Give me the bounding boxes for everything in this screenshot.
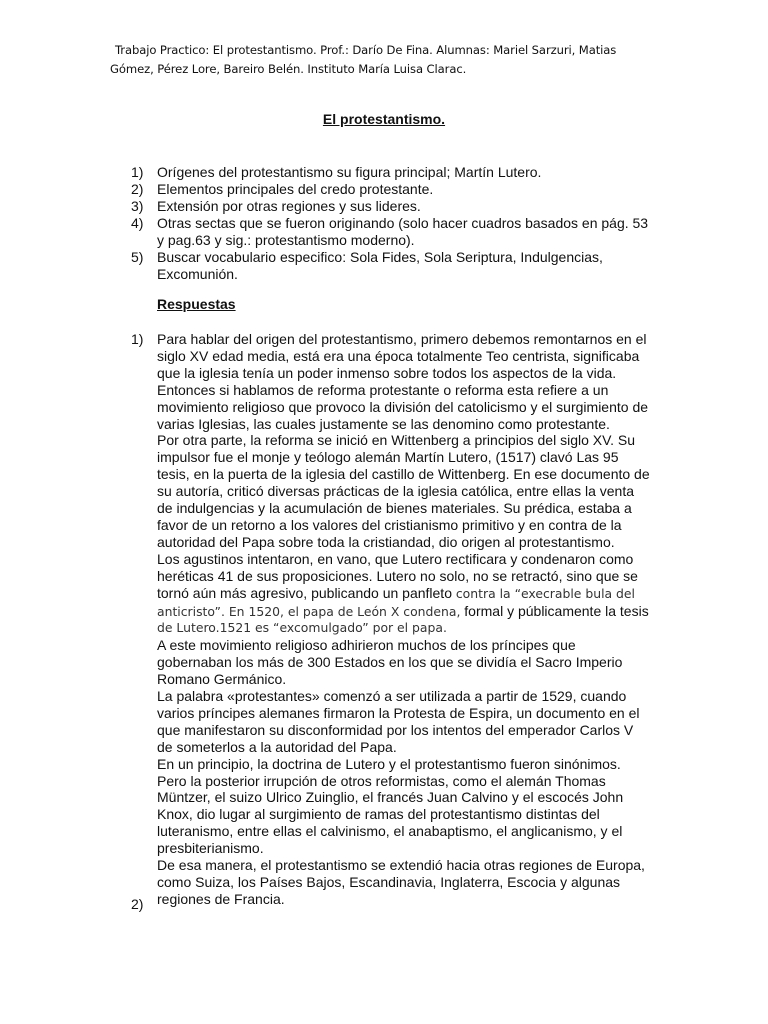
- answer-line: heréticas 41 de sus proposiciones. Lutero no solo, no se retractó, sino que se: [157, 567, 638, 584]
- header-line-1: Trabajo Practico: El protestantismo. Prof.: Darío De Fina. Alumnas: Mariel Sarzuri, Matias: [115, 43, 617, 57]
- answer-line: Romano Germánico.: [157, 671, 287, 688]
- answer-line: gobernaban los más de 300 Estados en los que se dividía el Sacro Imperio: [157, 654, 623, 671]
- answer-line: autoridad del Papa sobre toda la cristiandad, dio origen al protestantismo.: [157, 533, 615, 550]
- answer-line: de indulgencias y la acumulación de bienes materiales. Su prédica, estaba a: [157, 500, 632, 517]
- document-header: [110, 41, 670, 79]
- answer-line: Entonces si hablamos de reforma protestante o reforma esta refiere a un: [157, 381, 609, 398]
- answer-line: favor de un retorno a los valores del cristianismo primitivo y en contra de la: [157, 516, 622, 533]
- question-number: 5): [131, 249, 144, 265]
- question-number: 4): [131, 215, 144, 231]
- answer-line: Pero la posterior irrupción de otros reformistas, como el alemán Thomas: [157, 772, 606, 789]
- question-number: 2): [131, 181, 144, 197]
- respuestas-heading: Respuestas: [157, 296, 236, 312]
- answer-1: [131, 331, 687, 908]
- answer-line: movimiento religioso que provoco la división del catolicismo y el surgimiento de: [157, 398, 649, 415]
- answer-quote-text: anticristo”. En 1520, el papa de León X condena,: [157, 603, 461, 619]
- question-item: [131, 198, 661, 215]
- question-text: Orígenes del protestantismo su figura principal; Martín Lutero.: [157, 164, 542, 180]
- answer-line: varios príncipes alemanes firmaron la Protesta de Espira, un documento en el: [157, 704, 640, 721]
- question-number: 1): [131, 164, 144, 180]
- question-text: Excomunión.: [157, 266, 238, 282]
- answer-line: Knox, dio lugar al surgimiento de ramas del protestantismo distintas del: [157, 806, 600, 823]
- question-item: [131, 249, 661, 283]
- answer-line: tesis, en la puerta de la iglesia del castillo de Wittenberg. En ese documento de: [157, 466, 650, 483]
- answer-line: Para hablar del origen del protestantismo, primero debemos remontarnos en el: [157, 331, 647, 347]
- answer-line: como Suiza, los Países Bajos, Escandinavia, Inglaterra, Escocia y algunas: [157, 874, 621, 890]
- question-text: Otras sectas que se fueron originando (solo hacer cuadros basados en pág. 53: [157, 215, 649, 231]
- answer-line: que la iglesia tenía un poder inmenso sobre todos los aspectos de la vida.: [157, 364, 617, 381]
- answer-2-number: 2): [131, 896, 144, 912]
- answer-line: La palabra «protestantes» comenzó a ser utilizada a partir de 1529, cuando: [157, 688, 627, 705]
- answer-line: impulsor fue el monje y teólogo alemán Martín Lutero, (1517) clavó Las 95: [157, 449, 619, 466]
- question-item: [131, 164, 661, 181]
- answer-line: Müntzer, el suizo Ulrico Zuinglio, el francés Juan Calvino y el escocés John: [157, 789, 624, 806]
- question-text: Extensión por otras regiones y sus lideres.: [157, 198, 421, 214]
- answer-line: En un principio, la doctrina de Lutero y el protestantismo fueron sinónimos.: [157, 755, 621, 772]
- answer-line: luteranismo, entre ellas el calvinismo, el anabaptismo, el anglicanismo, y el: [157, 823, 623, 840]
- answer-number: 1): [131, 331, 144, 347]
- answer-line-mixed: [157, 603, 687, 621]
- answer-line: De esa manera, el protestantismo se extendió hacia otras regiones de Europa,: [157, 857, 645, 874]
- answer-line: presbiterianismo.: [157, 840, 264, 857]
- question-number: 3): [131, 198, 144, 214]
- answer-line: siglo XV edad media, está era una época totalmente Teo centrista, significaba: [157, 347, 640, 364]
- question-text: Elementos principales del credo protestante.: [157, 181, 434, 197]
- answer-text: tornó aún más agresivo, publicando un panfleto: [157, 584, 456, 601]
- answer-line: Los agustinos intentaron, en vano, que Lutero rectificara y condenaron como: [157, 550, 634, 567]
- answer-line: regiones de Francia.: [157, 890, 285, 907]
- question-item: [131, 215, 661, 249]
- document-title: El protestantismo.: [322, 111, 446, 127]
- answer-quote-text: contra la “execrable bula del: [455, 585, 635, 601]
- header-line-2: Gómez, Pérez Lore, Bareiro Belén. Instituto María Luisa Clarac.: [110, 62, 467, 76]
- answer-line: que manifestaron su disconformidad por los intentos del emperador Carlos V: [157, 721, 634, 738]
- answer-text: formal y públicamente la tesis: [460, 602, 649, 619]
- answer-line: A este movimiento religioso adhirieron muchos de los príncipes que: [157, 637, 576, 654]
- answer-line: su autoría, criticó diversas prácticas de la iglesia católica, entre ellas la venta: [157, 483, 635, 500]
- answer-quote-text: de Lutero.1521 es “excomulgado” por el papa.: [157, 620, 447, 636]
- questions-list: [131, 164, 661, 283]
- question-item: [131, 181, 661, 198]
- answer-line: Por otra parte, la reforma se inició en Wittenberg a principios del siglo XV. Su: [157, 432, 636, 449]
- question-text: y pag.63 y sig.: protestantismo moderno).: [157, 232, 415, 248]
- question-text: Buscar vocabulario especifico: Sola Fides, Sola Seriptura, Indulgencias,: [157, 249, 603, 265]
- answer-line: varias Iglesias, las cuales justamente se las denomino como protestante.: [157, 415, 610, 432]
- answer-line-mixed: [157, 585, 687, 603]
- answer-line: de someterlos a la autoridad del Papa.: [157, 738, 397, 755]
